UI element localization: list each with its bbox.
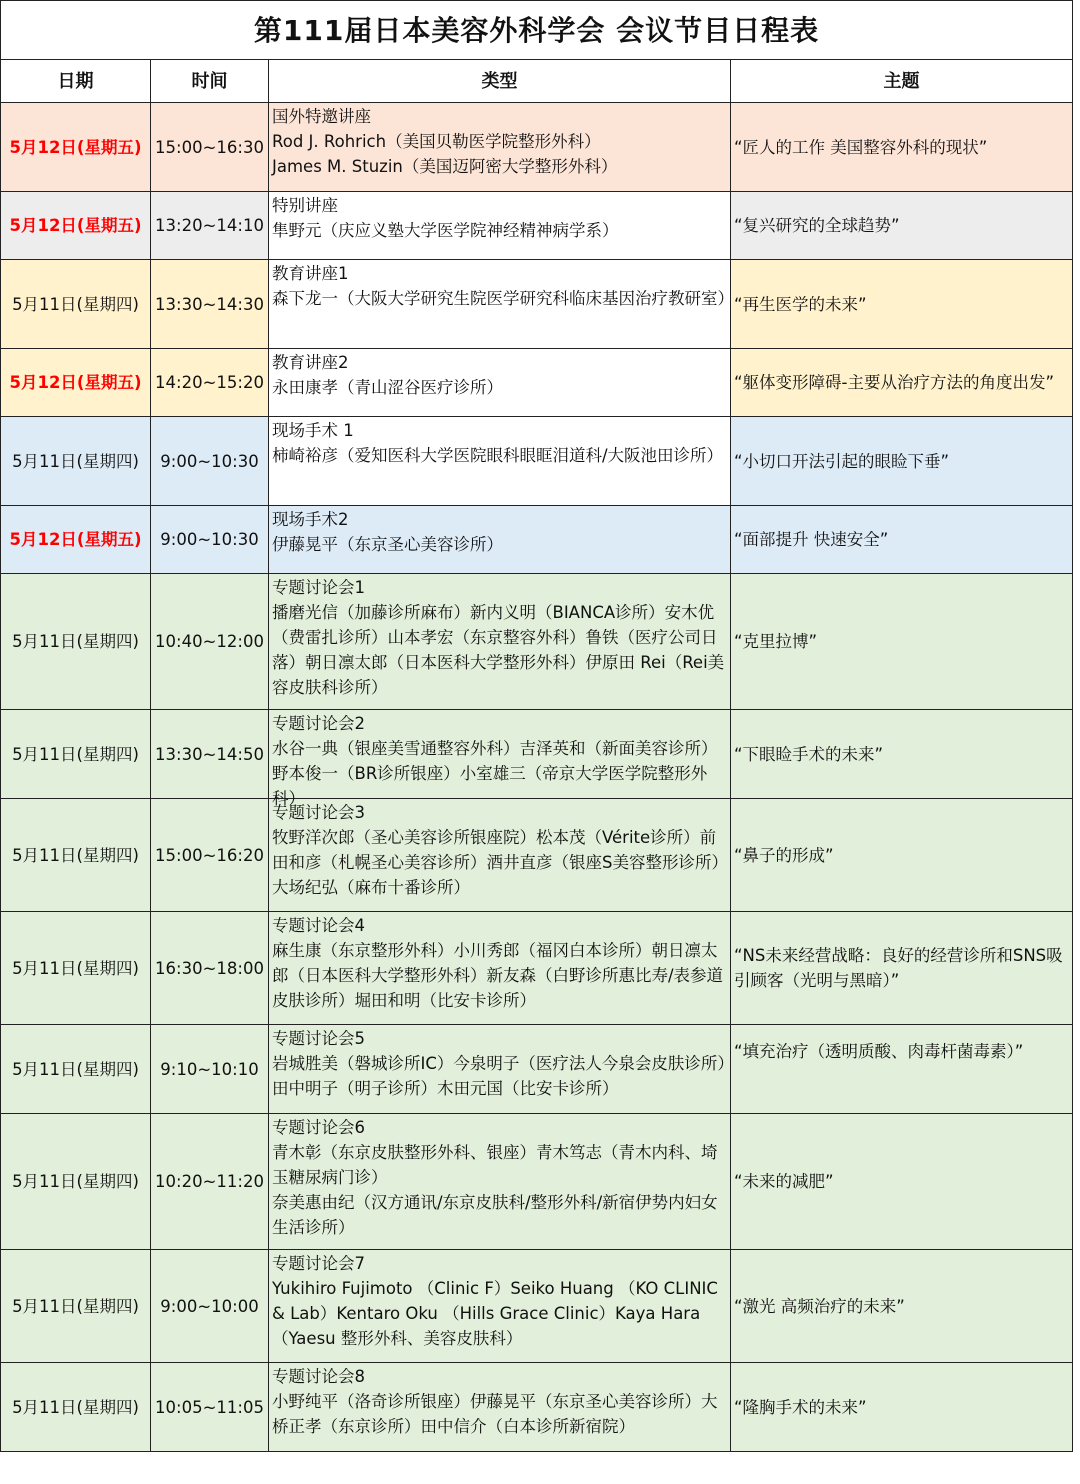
row-date: 5月12日(星期五) [1,349,151,417]
type-line: 小野纯平（洛奇诊所银座）伊藤晃平（东京圣心美容诊所）大桥正孝（东京诊所）田中信介（白本诊所新宿院） [272,1392,718,1436]
type-line: 专题讨论会5 [272,1029,365,1048]
type-line: 专题讨论会7 [272,1254,365,1273]
row-type [269,1250,731,1363]
table-row [1,506,1073,574]
type-line: 伊藤晃平（东京圣心美容诊所） [272,535,503,554]
table-row [1,912,1073,1025]
type-line: 国外特邀讲座 [272,107,371,126]
row-topic: “克里拉博” [731,574,1073,710]
type-line: 专题讨论会6 [272,1118,365,1137]
table-row [1,1114,1073,1250]
row-topic: “激光 高频治疗的未来” [731,1250,1073,1363]
row-date: 5月11日(星期四) [1,912,151,1025]
type-line: 专题讨论会3 [272,803,365,822]
row-topic: “鼻子的形成” [731,799,1073,912]
row-topic: “再生医学的未来” [731,260,1073,349]
row-type [269,506,731,574]
row-date: 5月12日(星期五) [1,192,151,260]
table-row [1,349,1073,417]
row-date: 5月11日(星期四) [1,417,151,506]
table-row [1,260,1073,349]
type-line: James M. Stuzin（美国迈阿密大学整形外科） [272,157,618,176]
type-line: 隼野元（庆应义塾大学医学院神经精神病学系） [272,221,619,240]
row-time: 13:20~14:10 [151,192,269,260]
type-line: 奈美惠由纪（汉方通讯/东京皮肤科/整形外科/新宿伊势内妇女生活诊所） [272,1193,718,1237]
table-row [1,1250,1073,1363]
type-line: 岩城胜美（磐城诊所IC）今泉明子（医疗法人今泉会皮肤诊所）田中明子（明子诊所）木田元国（比安卡诊所） [272,1054,726,1098]
type-line: 专题讨论会1 [272,578,365,597]
row-topic: “NS未来经营战略：良好的经营诊所和SNS吸引顾客（光明与黑暗）” [731,912,1073,1025]
header-topic: 主题 [731,60,1073,103]
type-line: 专题讨论会8 [272,1367,365,1386]
row-type [269,192,731,260]
row-type [269,574,731,710]
header-type: 类型 [269,60,731,103]
row-type [269,1114,731,1250]
row-date: 5月11日(星期四) [1,710,151,799]
row-time: 9:10~10:10 [151,1025,269,1114]
table-row [1,1363,1073,1452]
row-time: 16:30~18:00 [151,912,269,1025]
type-line: 牧野洋次郎（圣心美容诊所银座院）松本茂（Vérite诊所）前田和彦（札幌圣心美容诊所）酒井直彦（银座S美容整形诊所）大场纪弘（麻布十番诊所） [272,828,720,897]
type-line: 麻生康（东京整形外科）小川秀郎（福冈白本诊所）朝日凛太郎（日本医科大学整形外科）新友森（白野诊所惠比寿/表参道皮肤诊所）堀田和明（比安卡诊所） [272,941,724,1010]
table-row [1,574,1073,710]
table-row [1,417,1073,506]
row-topic: “面部提升 快速安全” [731,506,1073,574]
row-date: 5月11日(星期四) [1,799,151,912]
type-line: 专题讨论会2 [272,714,365,733]
row-time: 13:30~14:30 [151,260,269,349]
row-time: 9:00~10:30 [151,506,269,574]
row-date: 5月11日(星期四) [1,1114,151,1250]
type-line: 现场手术2 [272,510,349,529]
type-line: 专题讨论会4 [272,916,365,935]
row-date: 5月12日(星期五) [1,103,151,192]
type-line: Yukihiro Fujimoto （Clinic F）Seiko Huang （KO CLINIC & Lab）Kentaro Oku （Hills Grace Clinic）Kaya Hara （Yaesu 整形外科、美容皮肤科） [272,1279,718,1348]
table-row [1,192,1073,260]
row-time: 13:30~14:50 [151,710,269,799]
type-line: 水谷一典（银座美雪通整容外科）吉泽英和（新面美容诊所）野本俊一（BR诊所银座）小室雄三（帝京大学医学院整形外科） [272,739,718,808]
row-topic: “隆胸手术的未来” [731,1363,1073,1452]
row-time: 9:00~10:00 [151,1250,269,1363]
type-clip [272,711,727,808]
table-row [1,1025,1073,1114]
type-line: 青木彰（东京皮肤整形外科、银座）青木笃志（青木内科、埼玉糖尿病门诊） [272,1143,718,1187]
row-topic: “下眼睑手术的未来” [731,710,1073,799]
row-date: 5月11日(星期四) [1,1363,151,1452]
row-type [269,799,731,912]
row-time: 15:00~16:20 [151,799,269,912]
row-type [269,349,731,417]
type-line: 播磨光信（加藤诊所麻布）新内义明（BIANCA诊所）安木优（费雷扎诊所）山本孝宏（东京整容外科）鲁铁（医疗公司日落）朝日凛太郎（日本医科大学整形外科）伊原田 Rei（Rei美容皮肤科诊所） [272,603,725,697]
row-date: 5月11日(星期四) [1,574,151,710]
type-line: 柿崎裕彦（爱知医科大学医院眼科眼眶泪道科/大阪池田诊所） [272,446,724,465]
row-time: 10:20~11:20 [151,1114,269,1250]
type-line: Rod J. Rohrich（美国贝勒医学院整形外科） [272,132,601,151]
row-time: 10:40~12:00 [151,574,269,710]
table-row [1,799,1073,912]
row-date: 5月11日(星期四) [1,1250,151,1363]
row-topic: “小切口开法引起的眼睑下垂” [731,417,1073,506]
row-time: 10:05~11:05 [151,1363,269,1452]
row-topic: “填充治疗（透明质酸、肉毒杆菌毒素）” [731,1025,1073,1114]
row-topic: “匠人的工作 美国整容外科的现状” [731,103,1073,192]
row-date: 5月11日(星期四) [1,1025,151,1114]
row-type [269,103,731,192]
table-row [1,710,1073,799]
type-line: 森下龙一（大阪大学研究生院医学研究科临床基因治疗教研室） [272,289,734,308]
header-date: 日期 [1,60,151,103]
type-line: 现场手术 1 [272,421,354,440]
header-time: 时间 [151,60,269,103]
row-time: 14:20~15:20 [151,349,269,417]
row-type [269,710,731,808]
row-type [269,1025,731,1114]
type-line: 教育讲座1 [272,264,349,283]
type-line: 永田康孝（青山涩谷医疗诊所） [272,378,503,397]
row-type [269,1363,731,1452]
table-title: 第111届日本美容外科学会 会议节目日程表 [1,1,1073,60]
row-type [269,260,734,349]
table-row [1,103,1073,192]
row-type [269,912,731,1025]
type-line: 教育讲座2 [272,353,349,372]
row-topic: “躯体变形障碍-主要从治疗方法的角度出发” [731,349,1073,417]
row-type [269,417,731,506]
row-time: 9:00~10:30 [151,417,269,506]
row-date: 5月11日(星期四) [1,260,151,349]
row-time: 15:00~16:30 [151,103,269,192]
row-topic: “复兴研究的全球趋势” [731,192,1073,260]
row-date: 5月12日(星期五) [1,506,151,574]
type-line: 特别讲座 [272,196,338,215]
row-topic: “未来的减肥” [731,1114,1073,1250]
